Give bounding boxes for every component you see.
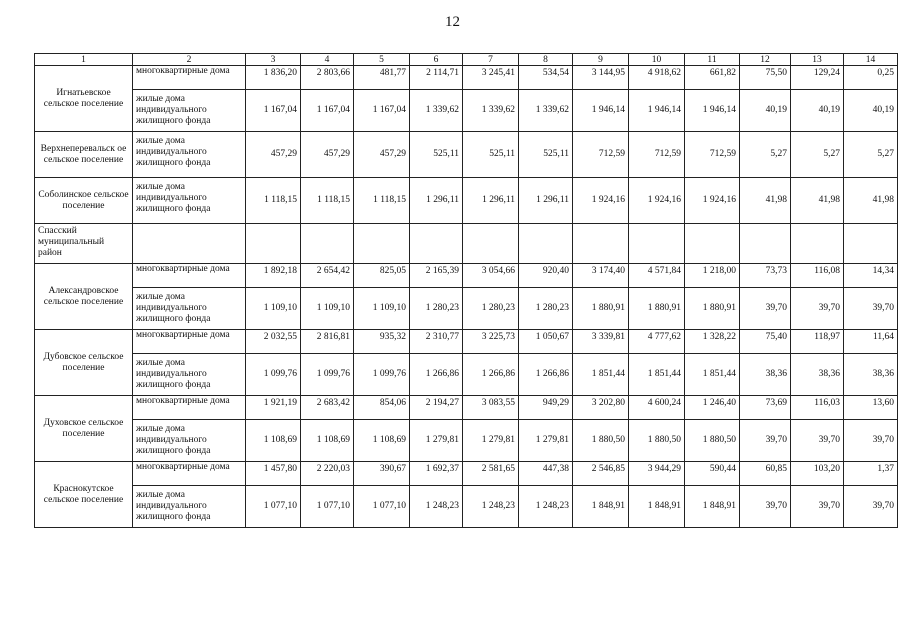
value-cell: 457,29 [246,132,301,178]
value-cell: 1 880,91 [573,288,629,330]
value-cell: 40,19 [740,90,791,132]
value-cell: 1 266,86 [519,354,573,396]
value-cell: 1 851,44 [685,354,740,396]
value-cell: 1 266,86 [463,354,519,396]
value-cell: 39,70 [844,420,898,462]
column-header: 14 [844,54,898,66]
value-cell: 1 266,86 [410,354,463,396]
value-cell: 825,05 [354,264,410,288]
value-cell: 1 218,00 [685,264,740,288]
table-row [35,486,898,528]
value-cell: 39,70 [844,288,898,330]
value-cell: 116,08 [791,264,844,288]
value-cell: 14,34 [844,264,898,288]
value-cell: 2 683,42 [301,396,354,420]
settlement-name: Игнатьевское сельское поселение [35,66,133,132]
value-cell: 1 924,16 [629,178,685,224]
value-cell: 1 880,50 [573,420,629,462]
column-header: 12 [740,54,791,66]
column-header: 9 [573,54,629,66]
value-cell: 712,59 [573,132,629,178]
value-cell: 1 851,44 [629,354,685,396]
value-cell: 39,70 [740,288,791,330]
value-cell: 1 946,14 [685,90,740,132]
value-cell: 39,70 [740,486,791,528]
value-cell: 2 654,42 [301,264,354,288]
page-number: 12 [445,14,460,30]
value-cell: 1 339,62 [519,90,573,132]
value-cell: 2 114,71 [410,66,463,90]
value-cell: 1 880,50 [629,420,685,462]
value-cell: 38,36 [740,354,791,396]
housing-type: жилые дома индивидуального жилищного фонда [133,288,246,330]
value-cell: 3 225,73 [463,330,519,354]
housing-type: жилые дома индивидуального жилищного фонда [133,178,246,224]
value-cell: 1 339,62 [463,90,519,132]
value-cell: 39,70 [844,486,898,528]
value-cell: 1 924,16 [573,178,629,224]
value-cell: 40,19 [844,90,898,132]
table-cell [573,224,629,264]
column-header: 3 [246,54,301,66]
table-row [35,462,898,486]
table-cell [301,224,354,264]
value-cell: 1 296,11 [463,178,519,224]
value-cell: 11,64 [844,330,898,354]
value-cell: 1 880,91 [629,288,685,330]
value-cell: 3 245,41 [463,66,519,90]
value-cell: 1 246,40 [685,396,740,420]
housing-type: жилые дома индивидуального жилищного фонда [133,420,246,462]
housing-type: жилые дома индивидуального жилищного фонда [133,132,246,178]
value-cell: 1 109,10 [301,288,354,330]
value-cell: 1 328,22 [685,330,740,354]
table-cell [629,224,685,264]
value-cell: 39,70 [740,420,791,462]
value-cell: 525,11 [410,132,463,178]
value-cell: 41,98 [740,178,791,224]
table-body [35,54,898,528]
value-cell: 1 077,10 [301,486,354,528]
value-cell: 1 167,04 [354,90,410,132]
value-cell: 1 077,10 [354,486,410,528]
table-cell [354,224,410,264]
value-cell: 39,70 [791,486,844,528]
value-cell: 854,06 [354,396,410,420]
table-cell [133,224,246,264]
value-cell: 103,20 [791,462,844,486]
housing-type: жилые дома индивидуального жилищного фонда [133,486,246,528]
district-name: Спасский муниципальный район [35,224,133,264]
value-cell: 590,44 [685,462,740,486]
value-cell: 1 296,11 [410,178,463,224]
table-row [35,264,898,288]
value-cell: 118,97 [791,330,844,354]
value-cell: 5,27 [791,132,844,178]
value-cell: 390,67 [354,462,410,486]
table-cell [246,224,301,264]
value-cell: 1 279,81 [463,420,519,462]
column-header: 10 [629,54,685,66]
value-cell: 0,25 [844,66,898,90]
value-cell: 75,50 [740,66,791,90]
table-row [35,66,898,90]
value-cell: 1 167,04 [301,90,354,132]
table-row [35,354,898,396]
value-cell: 712,59 [629,132,685,178]
value-cell: 41,98 [844,178,898,224]
value-cell: 3 339,81 [573,330,629,354]
header-row [35,54,898,66]
value-cell: 129,24 [791,66,844,90]
value-cell: 1 946,14 [573,90,629,132]
value-cell: 447,38 [519,462,573,486]
value-cell: 1 692,37 [410,462,463,486]
value-cell: 73,73 [740,264,791,288]
table-cell [519,224,573,264]
column-header: 11 [685,54,740,66]
value-cell: 1 836,20 [246,66,301,90]
value-cell: 13,60 [844,396,898,420]
value-cell: 1 848,91 [685,486,740,528]
value-cell: 1 924,16 [685,178,740,224]
value-cell: 1 050,67 [519,330,573,354]
value-cell: 1 248,23 [519,486,573,528]
value-cell: 39,70 [791,288,844,330]
value-cell: 2 032,55 [246,330,301,354]
value-cell: 534,54 [519,66,573,90]
table-cell [844,224,898,264]
value-cell: 2 803,66 [301,66,354,90]
table-cell [791,224,844,264]
value-cell: 38,36 [844,354,898,396]
value-cell: 2 546,85 [573,462,629,486]
table-cell [410,224,463,264]
value-cell: 3 174,40 [573,264,629,288]
value-cell: 1 279,81 [410,420,463,462]
value-cell: 75,40 [740,330,791,354]
value-cell: 1 248,23 [463,486,519,528]
value-cell: 481,77 [354,66,410,90]
value-cell: 40,19 [791,90,844,132]
table-row [35,178,898,224]
value-cell: 661,82 [685,66,740,90]
column-header: 7 [463,54,519,66]
table-cell [685,224,740,264]
value-cell: 1,37 [844,462,898,486]
value-cell: 1 880,91 [685,288,740,330]
value-cell: 712,59 [685,132,740,178]
table-cell [740,224,791,264]
value-cell: 1 077,10 [246,486,301,528]
value-cell: 5,27 [844,132,898,178]
settlement-name: Соболинское сельское поселение [35,178,133,224]
district-row [35,224,898,264]
value-cell: 1 280,23 [410,288,463,330]
housing-type: жилые дома индивидуального жилищного фонда [133,354,246,396]
value-cell: 1 099,76 [354,354,410,396]
value-cell: 920,40 [519,264,573,288]
value-cell: 60,85 [740,462,791,486]
value-cell: 41,98 [791,178,844,224]
settlement-name: Краснокутское сельское поселение [35,462,133,528]
value-cell: 116,03 [791,396,844,420]
table-row [35,90,898,132]
value-cell: 4 600,24 [629,396,685,420]
value-cell: 1 108,69 [354,420,410,462]
value-cell: 1 167,04 [246,90,301,132]
table-row [35,420,898,462]
column-header: 6 [410,54,463,66]
value-cell: 5,27 [740,132,791,178]
settlement-name: Александровское сельское поселение [35,264,133,330]
column-header: 1 [35,54,133,66]
settlement-name: Духовское сельское поселение [35,396,133,462]
value-cell: 457,29 [354,132,410,178]
value-cell: 1 118,15 [354,178,410,224]
value-cell: 935,32 [354,330,410,354]
value-cell: 1 109,10 [246,288,301,330]
table-row [35,396,898,420]
table-row [35,330,898,354]
value-cell: 2 220,03 [301,462,354,486]
value-cell: 1 921,19 [246,396,301,420]
value-cell: 2 816,81 [301,330,354,354]
value-cell: 1 099,76 [301,354,354,396]
value-cell: 39,70 [791,420,844,462]
column-header: 4 [301,54,354,66]
column-header: 8 [519,54,573,66]
column-header: 5 [354,54,410,66]
value-cell: 2 581,65 [463,462,519,486]
housing-type: жилые дома индивидуального жилищного фонда [133,90,246,132]
value-cell: 1 848,91 [629,486,685,528]
value-cell: 1 099,76 [246,354,301,396]
value-cell: 38,36 [791,354,844,396]
value-cell: 1 880,50 [685,420,740,462]
value-cell: 1 109,10 [354,288,410,330]
value-cell: 1 892,18 [246,264,301,288]
table-row [35,288,898,330]
column-header: 2 [133,54,246,66]
settlement-name: Верхнеперевальск ое сельское поселение [35,132,133,178]
value-cell: 1 851,44 [573,354,629,396]
value-cell: 1 457,80 [246,462,301,486]
value-cell: 949,29 [519,396,573,420]
housing-type: многоквартирные дома [133,396,246,420]
tariff-table [34,53,898,528]
housing-type: многоквартирные дома [133,66,246,90]
value-cell: 1 108,69 [246,420,301,462]
value-cell: 525,11 [519,132,573,178]
value-cell: 1 280,23 [463,288,519,330]
value-cell: 2 310,77 [410,330,463,354]
value-cell: 1 118,15 [301,178,354,224]
value-cell: 457,29 [301,132,354,178]
value-cell: 4 571,84 [629,264,685,288]
value-cell: 3 202,80 [573,396,629,420]
value-cell: 1 118,15 [246,178,301,224]
value-cell: 4 777,62 [629,330,685,354]
table-row [35,132,898,178]
value-cell: 1 279,81 [519,420,573,462]
value-cell: 3 083,55 [463,396,519,420]
value-cell: 2 165,39 [410,264,463,288]
value-cell: 3 054,66 [463,264,519,288]
value-cell: 1 248,23 [410,486,463,528]
value-cell: 1 339,62 [410,90,463,132]
value-cell: 4 918,62 [629,66,685,90]
value-cell: 1 848,91 [573,486,629,528]
housing-type: многоквартирные дома [133,462,246,486]
value-cell: 3 944,29 [629,462,685,486]
value-cell: 1 296,11 [519,178,573,224]
column-header: 13 [791,54,844,66]
value-cell: 2 194,27 [410,396,463,420]
value-cell: 1 280,23 [519,288,573,330]
value-cell: 3 144,95 [573,66,629,90]
value-cell: 1 946,14 [629,90,685,132]
housing-type: многоквартирные дома [133,330,246,354]
value-cell: 73,69 [740,396,791,420]
housing-type: многоквартирные дома [133,264,246,288]
value-cell: 525,11 [463,132,519,178]
settlement-name: Дубовское сельское поселение [35,330,133,396]
table-cell [463,224,519,264]
value-cell: 1 108,69 [301,420,354,462]
